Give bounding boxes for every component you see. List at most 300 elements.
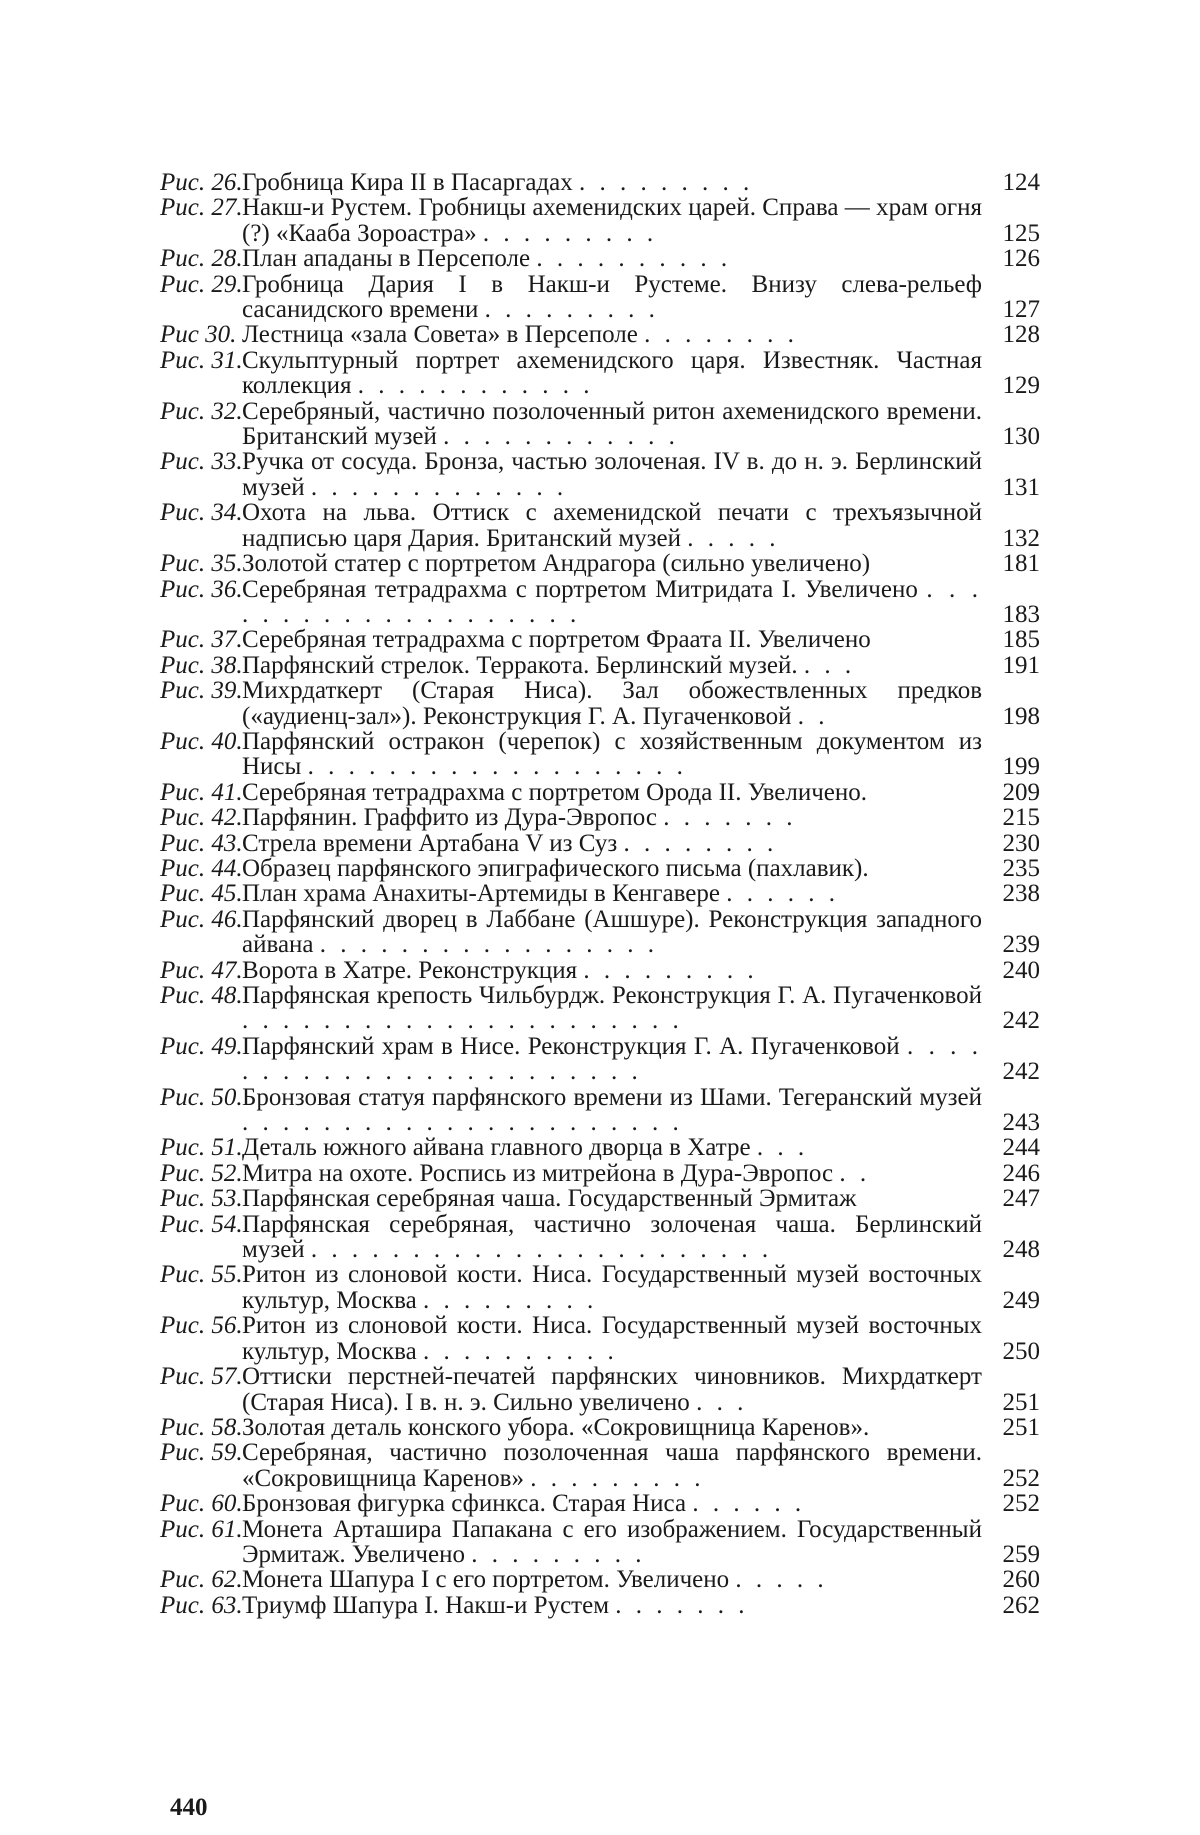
figure-caption — [242, 500, 982, 551]
list-item — [160, 678, 1040, 729]
page-reference: 198 — [1002, 702, 1040, 730]
figure-number: 51. — [211, 1134, 243, 1162]
page-number: 440 — [170, 1794, 208, 1821]
figure-label — [160, 678, 242, 729]
figure-abbr: Рис. — [160, 778, 206, 806]
figure-label — [160, 1440, 242, 1491]
leader-dots: . . . . . . . . — [644, 321, 798, 349]
page-reference: 240 — [1002, 956, 1040, 984]
illustration-list — [160, 170, 1040, 1618]
figure-number: 29. — [211, 270, 243, 298]
leader-dots: . . . . . . . . . . . . . . . . . . . . — [242, 575, 983, 628]
page-reference: 185 — [1002, 626, 1040, 654]
caption-text: Серебряная, частично позолоченная чаша парфянского времени. «Сокровищница Каренов» — [242, 1439, 982, 1492]
figure-abbr: Рис. — [160, 1312, 206, 1340]
figure-caption — [242, 1313, 982, 1364]
figure-label — [160, 805, 242, 830]
figure-caption — [242, 729, 982, 780]
list-item — [160, 1364, 1040, 1415]
figure-label — [160, 653, 242, 678]
caption-text: Парфянский остракон (черепок) с хозяйственным документом из Нисы — [242, 727, 982, 781]
leader-dots: . . . . . . . . . . . . . . . . . . . . . . — [242, 1007, 683, 1035]
figure-label — [160, 170, 242, 195]
figure-abbr: Рис. — [160, 1083, 206, 1111]
figure-caption — [242, 577, 982, 628]
figure-caption — [242, 322, 982, 347]
figure-caption — [242, 1440, 982, 1491]
figure-label — [160, 1517, 242, 1568]
figure-number: 56. — [211, 1312, 243, 1340]
figure-abbr: Рис. — [160, 1591, 206, 1619]
leader-dots: . . . . . . . . . . — [423, 1337, 618, 1365]
list-item — [160, 729, 1040, 780]
figure-caption — [242, 983, 982, 1034]
leader-dots: . . . — [696, 1388, 748, 1416]
figure-label — [160, 627, 242, 652]
figure-abbr: Рис. — [160, 270, 206, 298]
caption-text: Стрела времени Артабана V из Суз — [242, 829, 618, 857]
figure-caption — [242, 958, 982, 983]
figure-label — [160, 1186, 242, 1211]
leader-dots: . . . — [803, 651, 856, 679]
list-item — [160, 1415, 1040, 1440]
figure-number: 26. — [211, 169, 243, 196]
figure-label — [160, 246, 242, 271]
figure-caption — [242, 1085, 982, 1136]
figure-number: 38. — [211, 651, 243, 679]
figure-caption — [242, 1567, 982, 1592]
leader-dots: . . . . . . . . . . . . — [357, 372, 594, 400]
page-reference: 230 — [1002, 829, 1040, 857]
figure-number: 49. — [211, 1032, 243, 1060]
figure-number: 32. — [211, 397, 243, 425]
list-item — [160, 322, 1040, 347]
figure-number: 52. — [211, 1159, 243, 1187]
list-item — [160, 272, 1040, 323]
figure-abbr: Рис. — [160, 804, 206, 832]
figure-caption — [242, 856, 982, 881]
figure-caption — [242, 1135, 982, 1160]
figure-caption — [242, 195, 982, 246]
figure-caption — [242, 449, 982, 500]
leader-dots: . . . . . . . . . . . . . . . . . . . . . . . — [310, 1236, 773, 1264]
figure-label — [160, 907, 242, 958]
figure-number: 35. — [211, 550, 243, 578]
figure-label — [160, 1567, 242, 1592]
leader-dots: . . . . . . . . . . . . — [443, 423, 679, 451]
list-item — [160, 1440, 1040, 1491]
figure-number: 43. — [211, 829, 243, 857]
leader-dots: . . . . . . . . . . — [536, 245, 732, 273]
page-reference: 252 — [1002, 1490, 1040, 1518]
leader-dots: . . . . . . . . . — [471, 1540, 646, 1568]
leader-dots: . . . . . . . . . — [484, 296, 659, 324]
figure-abbr: Рис. — [160, 651, 206, 679]
figure-caption — [242, 1212, 982, 1263]
figure-caption — [242, 551, 982, 576]
list-item — [160, 449, 1040, 500]
figure-abbr: Рис. — [160, 1032, 206, 1060]
figure-number: 34. — [211, 499, 243, 527]
list-item — [160, 958, 1040, 983]
list-item — [160, 831, 1040, 856]
caption-text: План храма Анахиты-Артемиды в Кенгавере — [242, 880, 720, 908]
list-item — [160, 246, 1040, 271]
figure-number: 36. — [211, 575, 243, 603]
figure-number: 39. — [211, 677, 243, 705]
figure-caption — [242, 1262, 982, 1313]
page-reference: 127 — [1002, 296, 1040, 324]
leader-dots: . . . . . . . . . — [423, 1286, 598, 1314]
caption-text: Ритон из слоновой кости. Ниса. Государственный музей восточных культур, Москва — [242, 1312, 982, 1365]
caption-text: Гробница Кира II в Пасаргадах — [242, 169, 573, 196]
figure-abbr: Рис. — [160, 1261, 206, 1289]
figure-caption — [242, 1034, 982, 1085]
page-reference: 259 — [1002, 1540, 1040, 1568]
caption-text: План ападаны в Персеполе — [242, 245, 531, 273]
figure-label — [160, 1262, 242, 1313]
figure-label — [160, 856, 242, 881]
figure-abbr: Рис. — [160, 626, 206, 654]
figure-number: 57. — [211, 1363, 243, 1391]
leader-dots: . . . . . . . . . . . . . . . . . — [319, 931, 659, 959]
page-reference: 238 — [1002, 880, 1040, 908]
caption-text: Образец парфянского эпиграфического письма (пахлавик). — [242, 854, 869, 882]
page-reference: 250 — [1002, 1337, 1040, 1365]
page-reference: 251 — [1002, 1388, 1040, 1416]
list-item — [160, 1186, 1040, 1211]
figure-caption — [242, 272, 982, 323]
page-reference: 128 — [1002, 321, 1040, 349]
figure-abbr: Рис — [160, 321, 199, 349]
page-reference: 249 — [1002, 1286, 1040, 1314]
figure-label — [160, 983, 242, 1034]
page-reference: 244 — [1002, 1134, 1040, 1162]
figure-caption — [242, 780, 982, 805]
page-reference: 191 — [1002, 651, 1040, 679]
figure-label — [160, 1593, 242, 1618]
leader-dots: . . — [839, 1159, 871, 1187]
list-item — [160, 577, 1040, 628]
caption-text: Митра на охоте. Роспись из митрейона в Дура-Эвропос — [242, 1159, 834, 1187]
list-item — [160, 1313, 1040, 1364]
figure-label — [160, 348, 242, 399]
figure-label — [160, 1491, 242, 1516]
figure-number: 46. — [211, 905, 243, 933]
page-reference: 243 — [1002, 1109, 1040, 1137]
figure-abbr: Рис. — [160, 727, 206, 755]
figure-number: 62. — [211, 1566, 243, 1594]
list-item — [160, 1034, 1040, 1085]
figure-number: 50. — [211, 1083, 243, 1111]
page-reference: 183 — [1002, 600, 1040, 628]
leader-dots: . . . . . . . . . — [530, 1464, 705, 1492]
list-item — [160, 1517, 1040, 1568]
figure-caption — [242, 246, 982, 271]
page-reference: 251 — [1002, 1413, 1040, 1441]
list-item — [160, 780, 1040, 805]
page-reference: 246 — [1002, 1159, 1040, 1187]
figure-number: 30. — [205, 321, 237, 349]
figure-label — [160, 1135, 242, 1160]
caption-text: Триумф Шапура I. Накш-и Рустем — [242, 1591, 610, 1619]
list-item — [160, 348, 1040, 399]
leader-dots: . . . . . . . . . — [583, 956, 758, 984]
caption-text: Серебряный, частично позолоченный ритон ахеменидского времени. Британский музей — [242, 397, 982, 451]
page-reference: 260 — [1002, 1566, 1040, 1594]
figure-caption — [242, 1517, 982, 1568]
figure-label — [160, 1161, 242, 1186]
figure-label — [160, 780, 242, 805]
figure-label — [160, 1212, 242, 1263]
caption-text: Парфянин. Граффито из Дура-Эвропос — [242, 804, 657, 832]
figure-number: 28. — [211, 245, 243, 273]
leader-dots: . . . . . . . . . . . . . . . . . . . . . . — [242, 1109, 683, 1137]
figure-abbr: Рис. — [160, 982, 206, 1009]
figure-label — [160, 1034, 242, 1085]
caption-text: Парфянская крепость Чильбурдж. Реконструкция Г. А. Пугаченковой — [242, 982, 982, 1009]
figure-number: 37. — [211, 626, 243, 654]
figure-caption — [242, 348, 982, 399]
caption-text: Монета Арташира Папакана с его изображением. Государственный Эрмитаж. Увеличено — [242, 1515, 982, 1568]
page-reference: 181 — [1002, 550, 1040, 578]
leader-dots: . . . . . . . . . — [482, 219, 658, 247]
page-reference: 124 — [1002, 169, 1040, 196]
figure-abbr: Рис. — [160, 448, 206, 476]
figure-label — [160, 551, 242, 576]
leader-dots: . . . . . — [735, 1566, 828, 1594]
figure-number: 59. — [211, 1439, 243, 1467]
leader-dots: . . — [797, 702, 829, 730]
figure-number: 27. — [211, 194, 243, 222]
caption-text: Ритон из слоновой кости. Ниса. Государственный музей восточных культур, Москва — [242, 1261, 982, 1314]
leader-dots: . . . . . . . . . — [579, 169, 754, 196]
figure-abbr: Рис. — [160, 1413, 206, 1441]
caption-text: Парфянский стрелок. Терракота. Берлинский музей. — [242, 651, 798, 679]
figure-abbr: Рис. — [160, 550, 206, 578]
list-item — [160, 1135, 1040, 1160]
figure-caption — [242, 1364, 982, 1415]
figure-caption — [242, 805, 982, 830]
caption-text: Монета Шапура I с его портретом. Увеличено — [242, 1566, 730, 1594]
caption-text: Накш-и Рустем. Гробницы ахеменидских царей. Справа — храм огня (?) «Кааба Зороастра» — [242, 194, 982, 247]
figure-caption — [242, 627, 982, 652]
leader-dots: . . . . . — [687, 524, 780, 552]
figure-number: 53. — [211, 1185, 243, 1213]
figure-label — [160, 1313, 242, 1364]
figure-abbr: Рис. — [160, 905, 206, 933]
leader-dots: . . . . . . — [692, 1490, 806, 1518]
figure-number: 31. — [211, 346, 243, 374]
figure-abbr: Рис. — [160, 346, 206, 374]
figure-number: 61. — [211, 1515, 243, 1543]
figure-abbr: Рис. — [160, 829, 206, 857]
page-reference: 209 — [1002, 778, 1040, 806]
list-item — [160, 805, 1040, 830]
caption-text: Парфянский дворец в Лаббане (Ашшуре). Реконструкция западного айвана — [242, 905, 982, 959]
figure-abbr: Рис. — [160, 499, 206, 527]
caption-text: Гробница Дария I в Накш-и Рустеме. Внизу слева-рельеф сасанидского времени — [242, 270, 982, 324]
figure-label — [160, 500, 242, 551]
page-reference: 215 — [1002, 804, 1040, 832]
caption-text: Скульптурный портрет ахеменидского царя. Известняк. Частная коллекция — [242, 346, 982, 400]
caption-text: Ворота в Хатре. Реконструкция — [242, 956, 578, 984]
list-item — [160, 881, 1040, 906]
leader-dots: . . . . . . . . . . . . . . . . . . . — [307, 753, 687, 781]
figure-abbr: Рис. — [160, 880, 206, 908]
caption-text: Бронзовая статуя парфянского времени из Шами. Тегеранский музей — [242, 1083, 982, 1111]
figure-caption — [242, 831, 982, 856]
list-item — [160, 983, 1040, 1034]
list-item — [160, 856, 1040, 881]
page-reference: 247 — [1002, 1185, 1040, 1213]
caption-text: Деталь южного айвана главного дворца в Хатре — [242, 1134, 751, 1162]
figure-abbr: Рис. — [160, 194, 206, 222]
figure-label — [160, 399, 242, 450]
figure-caption — [242, 170, 982, 195]
figure-label — [160, 881, 242, 906]
caption-text: Золотая деталь конского убора. «Сокровищница Каренов». — [242, 1413, 870, 1441]
page-reference: 132 — [1002, 524, 1040, 552]
caption-text: Серебряная тетрадрахма с портретом Орода II. Увеличено. — [242, 778, 868, 806]
caption-text: Парфянский храм в Нисе. Реконструкция Г. А. Пугаченковой — [242, 1032, 900, 1060]
figure-number: 47. — [211, 956, 243, 984]
figure-abbr: Рис. — [160, 1185, 206, 1213]
figure-number: 45. — [211, 880, 243, 908]
caption-text: Парфянская серебряная, частично золоченая чаша. Берлинский музей — [242, 1210, 982, 1264]
figure-number: 42. — [211, 804, 243, 832]
figure-number: 40. — [211, 727, 243, 755]
page-reference: 130 — [1002, 423, 1040, 451]
list-item — [160, 627, 1040, 652]
page-reference: 242 — [1002, 1058, 1040, 1086]
caption-text: Лестница «зала Совета» в Персеполе — [242, 321, 638, 349]
figure-label — [160, 1415, 242, 1440]
list-item — [160, 1212, 1040, 1263]
list-item — [160, 500, 1040, 551]
figure-label — [160, 958, 242, 983]
figure-abbr: Рис. — [160, 1439, 206, 1467]
caption-text: Ручка от сосуда. Бронза, частью золоченая. IV в. до н. э. Берлинский музей — [242, 448, 982, 501]
page-reference: 129 — [1002, 372, 1040, 400]
page-reference: 199 — [1002, 753, 1040, 781]
leader-dots: . . . . . . . . . . . . . . . . . . . . . . . . — [242, 1032, 983, 1086]
leader-dots: . . . — [756, 1134, 809, 1162]
list-item — [160, 653, 1040, 678]
figure-number: 58. — [211, 1413, 243, 1441]
figure-caption — [242, 1186, 982, 1211]
figure-label — [160, 272, 242, 323]
caption-text: Оттиски перстней-печатей парфянских чиновников. Михрдаткерт (Старая Ниса). I в. н. э. Сильно увеличено — [242, 1363, 982, 1416]
list-item — [160, 1491, 1040, 1516]
figure-label — [160, 1364, 242, 1415]
list-item — [160, 1593, 1040, 1618]
page-reference: 235 — [1002, 854, 1040, 882]
figure-caption — [242, 678, 982, 729]
figure-number: 55. — [211, 1261, 243, 1289]
page-reference: 252 — [1002, 1464, 1040, 1492]
figure-abbr: Рис. — [160, 245, 206, 273]
figure-caption — [242, 399, 982, 450]
list-item — [160, 1262, 1040, 1313]
figure-label — [160, 195, 242, 246]
caption-text: Бронзовая фигурка сфинкса. Старая Ниса — [242, 1490, 687, 1518]
leader-dots: . . . . . . . . — [623, 829, 778, 857]
figure-abbr: Рис. — [160, 1515, 206, 1543]
page-reference: 248 — [1002, 1236, 1040, 1264]
figure-caption — [242, 1491, 982, 1516]
figure-abbr: Рис. — [160, 575, 206, 603]
page-reference: 125 — [1002, 219, 1040, 247]
figure-abbr: Рис. — [160, 1566, 206, 1594]
figure-label — [160, 831, 242, 856]
figure-label — [160, 729, 242, 780]
figure-abbr: Рис. — [160, 677, 206, 705]
list-item — [160, 1161, 1040, 1186]
leader-dots: . . . . . . . — [615, 1591, 749, 1619]
list-item — [160, 1567, 1040, 1592]
figure-label — [160, 577, 242, 628]
list-item — [160, 399, 1040, 450]
caption-text: Охота на льва. Оттиск с ахеменидской печати с трехъязычной надписью царя Дария. Британский музей — [242, 499, 982, 552]
caption-text: Михрдаткерт (Старая Ниса). Зал обожествленных предков («аудиенц-зал»). Реконструкция Г. А. Пугаченковой — [242, 677, 982, 730]
figure-abbr: Рис. — [160, 169, 206, 196]
list-item — [160, 195, 1040, 246]
figure-caption — [242, 1161, 982, 1186]
list-item — [160, 170, 1040, 195]
list-item — [160, 1085, 1040, 1136]
figure-label — [160, 449, 242, 500]
leader-dots: . . . . . . . — [663, 804, 797, 832]
figure-caption — [242, 881, 982, 906]
list-item — [160, 551, 1040, 576]
figure-abbr: Рис. — [160, 956, 206, 984]
leader-dots: . . . . . . . . . . . . . — [310, 473, 568, 501]
figure-abbr: Рис. — [160, 1210, 206, 1238]
figure-number: 54. — [211, 1210, 243, 1238]
caption-text: Парфянская серебряная чаша. Государственный Эрмитаж — [242, 1185, 857, 1213]
figure-number: 33. — [211, 448, 243, 476]
figure-abbr: Рис. — [160, 1159, 206, 1187]
figure-abbr: Рис. — [160, 1363, 206, 1391]
figure-caption — [242, 907, 982, 958]
figure-caption — [242, 1415, 982, 1440]
figure-number: 63. — [211, 1591, 243, 1619]
page-reference: 262 — [1002, 1591, 1040, 1619]
figure-number: 44. — [211, 854, 243, 882]
figure-number: 48. — [211, 982, 243, 1009]
caption-text: Серебряная тетрадрахма с портретом Митридата I. Увеличено — [242, 575, 918, 603]
page-reference: 126 — [1002, 245, 1040, 273]
list-item — [160, 907, 1040, 958]
caption-text: Золотой статер с портретом Андрагора (сильно увеличено) — [242, 550, 871, 578]
figure-number: 41. — [211, 778, 243, 806]
page-reference: 131 — [1002, 473, 1040, 501]
leader-dots: . . . . . . — [726, 880, 839, 908]
figure-abbr: Рис. — [160, 854, 206, 882]
figure-abbr: Рис. — [160, 1490, 206, 1518]
page-reference: 242 — [1002, 1007, 1040, 1035]
figure-number: 60. — [211, 1490, 243, 1518]
figure-label — [160, 322, 242, 347]
figure-abbr: Рис. — [160, 397, 206, 425]
figure-caption — [242, 653, 982, 678]
figure-abbr: Рис. — [160, 1134, 206, 1162]
figure-label — [160, 1085, 242, 1136]
caption-text: Серебряная тетрадрахма с портретом Фраата II. Увеличено — [242, 626, 871, 654]
page-reference: 239 — [1002, 931, 1040, 959]
figure-caption — [242, 1593, 982, 1618]
